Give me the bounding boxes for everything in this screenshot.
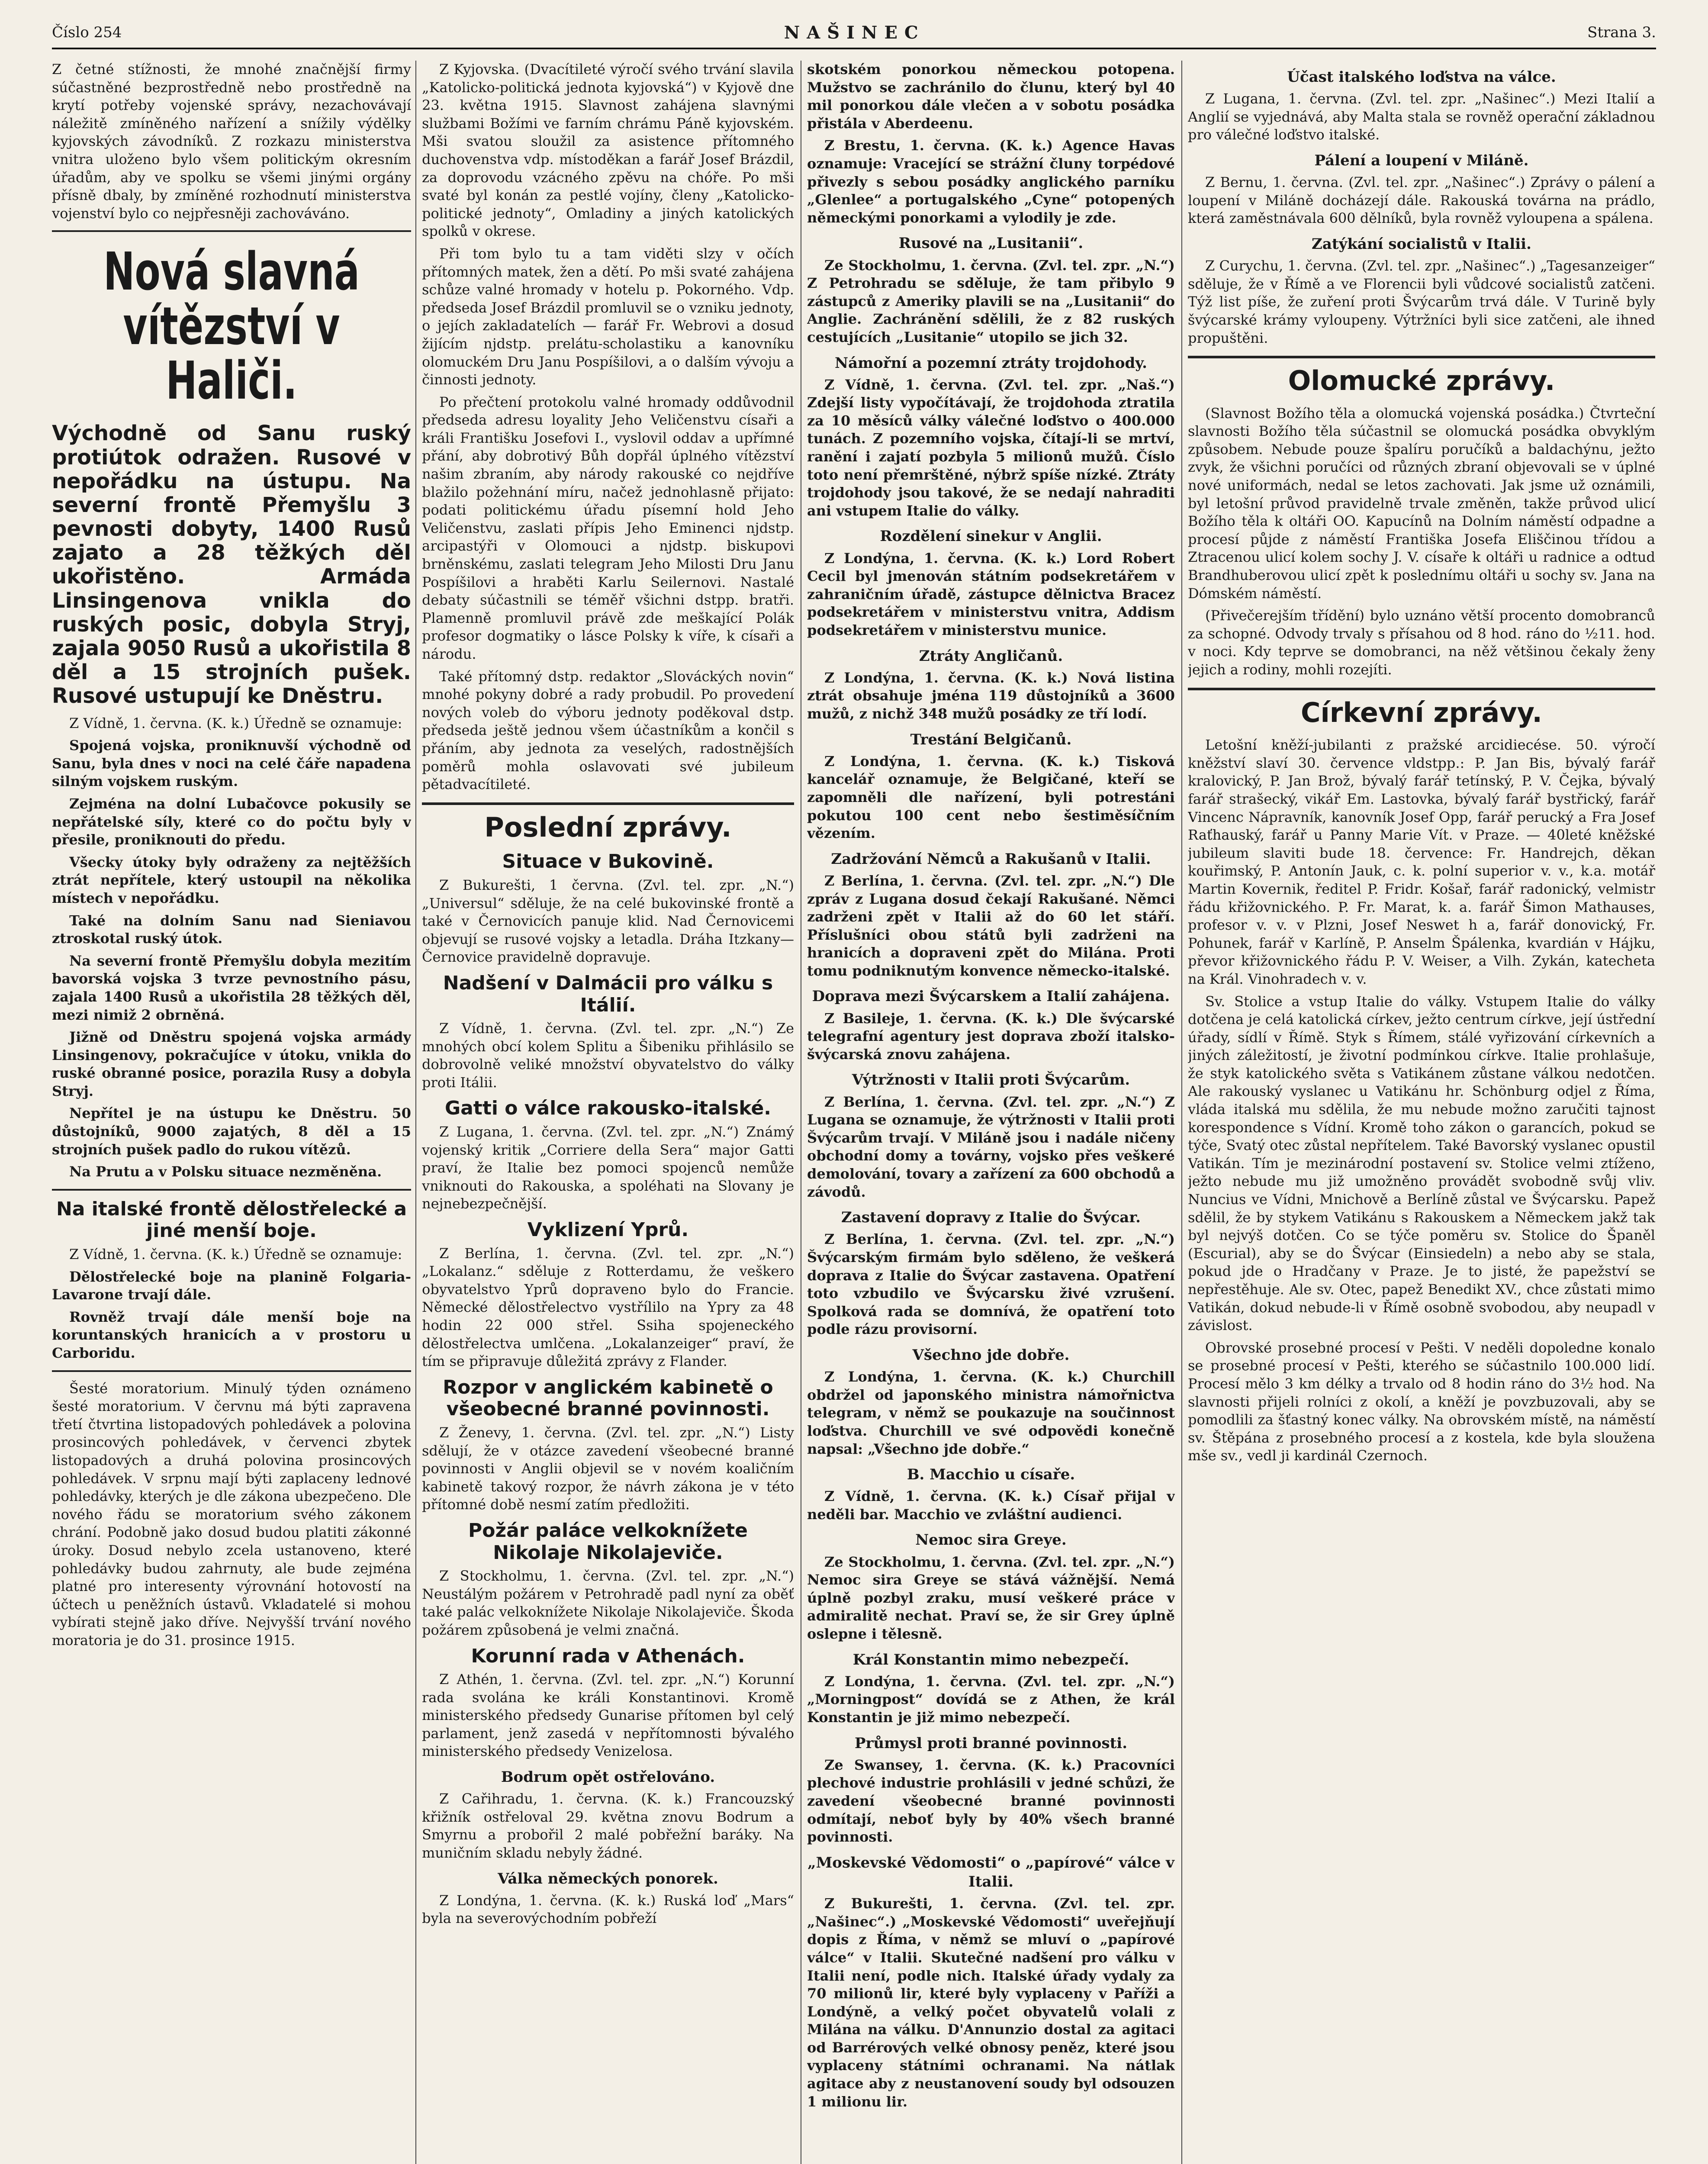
subheadline: Nadšení v Dalmácii pro válku s Itálií.	[443, 972, 773, 1016]
subheadline: Král Konstantin mimo nebezpečí.	[852, 1651, 1129, 1668]
subheadline: Bodrum opět ostřelováno.	[501, 1768, 715, 1786]
article-text: Z Berlína, 1. června. (Zvl. tel. zpr. „N.“) Dle zpráv z Lugana dosud čekají Rakušané. Němci zadrženi zpět v Italii až do 60 let stáří. Příslušníci obou států byli zadrženi na hranicích a dopraveni zpět do Milána. Proti tomu podniknutým konvence německo-italské.	[807, 872, 1175, 979]
divider	[52, 1370, 411, 1372]
article-text: Letošní kněží-jubilanti z pražské arcidiecése. 50. výročí kněžství slaví 30. července vldstpp.: P. Jan Bis, bývalý farář kralovický, P. Jan Brož, bývalý farář tetínský, P. V. Čejka, bývalý farář strašecký, vikář Em. Lastovka, bývalý farář bystřický, farář Vincenc Nápravník, kanovník Josef Opp, farář perucký a Fra Josef Raťhauský, farář u Panny Marie Vít. v Praze. — 40leté kněžské jubileum slaviti bude 18. července: Fr. Handrejch, děkan kouřimský, P. Antonín Jauk, c. k. polní superior v. v., k.a. motář Martin Kovernik, ředitel P. Fridr. Košař, farář radonický, velmistr řádu křižovnického. P. Fr. Marat, k. a. farář Šimon Mathauses, profesor v. v. v Plzni, Josef Neswet h a, farář donovický, Fr. Pohunek, farář v Karlíně, P. Anselm Špálenka, kvardián v Hájku, převor křižovnického řádu P. V. Weiser, a Vilh. Zykán, katecheta na Král. Vinohradech v. v.	[1188, 737, 1655, 987]
subheadline: Zatýkání socialistů v Italii.	[1312, 235, 1531, 253]
article-text: Z Berlína, 1. června. (Zvl. tel. zpr. „N.“) Švýcarským firmám bylo sděleno, že veškerá doprava z Italie do Švýcar zastavena. Opatření toto vzbudilo ve Švýcarsku živé vzrušení. Spolková rada se domnívá, že opatření toto podle rázu provisorní.	[807, 1231, 1175, 1338]
article-text: Z Londýna, 1. června. (K. k.) Tisková kancelář oznamuje, že Belgičané, kteří se zapomněli dle nařízení, byli potrestáni pokutou 100 cent nebo šestiměsíčním vězením.	[807, 753, 1175, 842]
subheadline: Na italské frontě dělostřelecké a jiné menší boje.	[56, 1198, 407, 1242]
subheadline: „Moskevské Vědomosti“ o „papírové“ válce v Italii.	[807, 1854, 1174, 1890]
dateline: Z Vídně, 1. června. (K. k.) Úředně se oznamuje:	[69, 1246, 402, 1263]
article-text: Při tom bylo tu a tam viděti slzy v očích přítomných matek, žen a dětí. Po mši svaté zahájena schůze valné hromady v hotelu p. Pokorného. Vdp. předseda Josef Brázdil promluvil se o vzniku jednoty, o jejích zakladatelích — farář Fr. Webrovi a dosud žijícím njdstp. prelátu-scholastiku a kanovníku olomuckém Dru Janu Pospíšilovi, a o dalším vývoju a činnosti jednoty.	[422, 245, 794, 388]
subheadline: Gatti o válce rakousko-italské.	[444, 1097, 771, 1120]
article-text: Z Berlína, 1. června. (Zvl. tel. zpr. „N.“) Z Lugana se oznamuje, že výtržnosti v Italii proti Švýcarům trvají. V Miláně jsou i nadále ničeny obchodní domy a továrny, vojsko přes veškeré demolování, tovary a zařízení za 600 obchodů a závodů.	[807, 1093, 1175, 1200]
subheadline: Rozdělení sinekur v Anglii.	[880, 528, 1102, 545]
article-text: Zejména na dolní Lubačovce pokusily se nepřátelské síly, které co do počtu byly v přesile, proniknouti do předu.	[52, 795, 411, 848]
article-text: Z Curychu, 1. června. (Zvl. tel. zpr. „Našinec“.) „Tagesanzeiger“ sděluje, že v Římě a ve Florencii byli vůdcové socialistů zatčeni. Týž list píše, že zuření proti Švýcarům trvá dále. V Turině byly švýcarské krámy vyloupeny. Výtržníci byli sice zatčeni, ale ihned propuštěni.	[1188, 258, 1655, 346]
article-text: Z Cařihradu, 1. června. (K. k.) Francouzský křižník ostřeloval 29. května znovu Bodrum a Smyrnu a probořil 2 malé pobřežní baráky. Na muničním skladu nebyly žádné.	[422, 1790, 794, 1861]
column-3	[807, 61, 1175, 2164]
column-2	[422, 61, 794, 2164]
article-text: Z Lugana, 1. června. (Zvl. tel. zpr. „Našinec“.) Mezi Italií a Anglií se vyjednává, aby Malta stala se rovněž operační základnou pro válečné loďstvo italské.	[1188, 90, 1655, 143]
subheadline: Požár paláce velkoknížete Nikolaje Nikolajeviče.	[468, 1519, 748, 1564]
article-text: Také přítomný dstp. redaktor „Slováckých novin“ mnohé pokyny dobré a rady probudil. Po provedení nových voleb do výboru jednoty poděkoval dstp. předseda ještě jednou všem účastníkům a končil s přáním, aby jednota za veselých, radostnějších poměrů mohla oslavovati své jubileum pětadvacítileté.	[422, 668, 794, 793]
article-text: Dělostřelecké boje na planině Folgaria-Lavarone trvají dále.	[52, 1268, 411, 1303]
article-text: Z Basileje, 1. června. (K. k.) Dle švýcarské telegrafní agentury jest doprava zboží italsko-švýcarská znovu zahájena.	[807, 1010, 1175, 1063]
subheadline: Vyklizení Yprů.	[527, 1219, 689, 1241]
divider	[52, 1189, 411, 1191]
article-text: Z Ženevy, 1. června. (Zvl. tel. zpr. „N.“) Listy sdělují, že v otázce zavedení všeobecné branné povinnosti v Anglii objevil se v novém koaličním kabinetě takový rozpor, že návrh zákona je v této přítomné době nesmí zatím předložiti.	[422, 1424, 794, 1513]
article-text: Z Athén, 1. června. (Zvl. tel. zpr. „N.“) Korunní rada svolána ke králi Konstantinovi. Kromě ministerského předsedy Gunarise přítomen byl celý parlament, jenž zasedá v nepřítomnosti bývalého ministerského předsedy Venizelosa.	[422, 1671, 794, 1760]
issue-number: Číslo 254	[52, 24, 122, 41]
subheadline: Námořní a pozemní ztráty trojdohody.	[834, 354, 1148, 372]
article-text: Z Bernu, 1. června. (Zvl. tel. zpr. „Našinec“.) Zprávy o pálení a loupení v Miláně docházejí dále. Rakouská továrna na prádlo, která zaměstnávala 600 dělníků, byla rovněž vyloupena a spálena.	[1188, 174, 1655, 227]
subheadline: Pálení a loupení v Miláně.	[1314, 151, 1529, 169]
section-heading: Církevní zprávy.	[1188, 688, 1655, 731]
article-text: Ze Stockholmu, 1. června. (Zvl. tel. zpr. „N.“) Z Petrohradu se sděluje, že tam přibylo 9 zástupců z Ameriky plavili se na „Lusitanii“ do Anglie. Zachránění sdělili, že z 82 ruských cestujících „Lusitanie“ utopilo se jich 32.	[807, 257, 1175, 345]
subheadline: Zadržování Němců a Rakušanů v Italii.	[831, 850, 1151, 868]
article-text: Jižně od Dněstru spojená vojska armády Linsingenovy, pokračujíce v útoku, vnikla do ruské obranné posice, porazila Rusy a dobyla Stryj.	[52, 1029, 411, 1099]
article-text: Z Berlína, 1. června. (Zvl. tel. zpr. „N.“) „Lokalanz.“ sděluje z Rotterdamu, že veškero obyvatelstvo Yprů dopraveno bylo do Francie. Německé dělostřelectvo vystřílilo na Ypry za 48 hodin 22 000 střel. Ssiha spojeneckého dělostřelectva umlčena. „Lokalanzeiger“ praví, že tím se připravuje důležitá zprávy z Flander.	[422, 1245, 794, 1370]
subheadline: Ztráty Angličanů.	[919, 647, 1063, 665]
article-text: Rovněž trvají dále menší boje na koruntanských hranicích a v prostoru u Carboridu.	[52, 1308, 411, 1361]
article-text: Šesté moratorium. Minulý týden oznámeno šesté moratorium. V červnu má býti zapravena třetí čtvrtina listopadových pohledávek a polovina prosincových pohledávek, v červenci zbytek listopadových a druhá polovina prosincových pohledávek. V srpnu mají býti zaplaceny lednové pohledávky, kterých je dle zákona ubezpečeno. Dle nového řádu se moratorium svého zákonem chrání. Podobně jako dosud budou platiti zákonné úroky. Dosud nebylo zcela ustanoveno, které pohledávky budou zahrnuty, ale bude zejména platné pro interesenty výrovnání hotovostí na účtech u peněžních ústavů. Vkladatelé si mohou vybírati stejně jako dříve. Nejvyšší trvání nového moratoria je do 31. prosince 1915.	[52, 1380, 411, 1649]
subheadline: Situace v Bukovině.	[502, 850, 714, 873]
article-text: Z Vídně, 1. června. (Zvl. tel. zpr. „Naš.“) Zdejší listy vypočítávají, že trojdohoda ztratila za 10 měsíců války válečné loďstvo o 400.000 tunách. Z pozemního vojska, čítají-li se mrtví, ranění i zajatí pozbyla 5 milionů mužů. Číslo toto není přemrštěné, nýbrž spíše nízké. Ztráty trojdohody jsou takové, že se nedají nahraditi ani vstupem Italie do války.	[807, 376, 1175, 519]
headline-lead: Východně od Sanu ruský protiútok odražen. Rusové v nepořádku na ústupu. Na severní frontě Přemyšlu 3 pevnosti dobyty, 1400 Rusů zajato a 28 těžkých děl ukořistěno. Armáda Linsingenova vnikla do ruských posic, dobyla Stryj, zajala 9050 Rusů a ukořistila 8 děl a 15 strojních pušek. Rusové ustupují ke Dněstru.	[52, 421, 411, 708]
dateline: Z Vídně, 1. června. (K. k.) Úředně se oznamuje:	[69, 715, 402, 731]
subheadline: Trestání Belgičanů.	[910, 731, 1072, 748]
article-text: Z Londýna, 1. června. (K. k.) Lord Robert Cecil byl jmenován státním podsekretářem v zahraničním úřadě, zástupce dělnictva Bracez podsekretářem v ministerstvu vnitra, Addism podsekretářem v ministerstvu munice.	[807, 550, 1175, 638]
subheadline: Rusové na „Lusitanii“.	[898, 235, 1084, 252]
article-text: Z Brestu, 1. června. (K. k.) Agence Havas oznamuje: Vracející se strážní čluny torpédové přivezly s sebou posádky anglického parníku „Glenlee“ a portugalského „Cyne“ potopených německými ponorkami a vylodily je zde.	[807, 137, 1175, 226]
page-number: Strana 3.	[1587, 24, 1656, 41]
article-text: Také na dolním Sanu nad Sieniavou ztroskotal ruský útok.	[52, 912, 411, 947]
article-text: Obrovské prosebné procesí v Pešti. V neděli dopoledne konalo se prosebné procesí v Pešti, kterého se súčastnilo 100.000 lidí. Procesí mělo 3 km délky a trvalo od 8 hodin ráno do 3½ hod. Na slavnosti přijeli rolníci z okolí, a kněží je povzbuzovali, aby se pomodlili za šťastný konec války. Na obrovském místě, na náměstí sv. Štěpána z prosebného procesí a z kostela, kde byla sloužena mše sv., vedl ji kardinál Czernoch.	[1188, 1339, 1655, 1464]
article-text: Nepřítel je na ústupu ke Dněstru. 50 důstojníků, 9000 zajatých, 8 děl a 15 strojních pušek padlo do rukou vítězů.	[52, 1105, 411, 1158]
subheadline: B. Macchio u císaře.	[907, 1466, 1075, 1484]
column-rule	[1181, 61, 1182, 2164]
column-4	[1188, 61, 1655, 2164]
article-text: Na Prutu a v Polsku situace nezměněna.	[69, 1163, 382, 1180]
section-heading: Poslední zprávy.	[422, 802, 794, 845]
section-heading: Olomucké zprávy.	[1188, 356, 1655, 399]
subheadline: Všechno jde dobře.	[912, 1346, 1070, 1364]
article-text: Na severní frontě Přemyšlu dobyla mezitím bavorská vojska 3 tvrze pevnostního pásu, zajala 1400 Rusů a ukořistila 28 těžkých děl, mezi nimiž 2 obrněná.	[52, 952, 411, 1023]
article-text: (Přivečerejším třídění) bylo uznáno větší procento domobranců za schopné. Odvody trvaly s přísahou od 8 hod. ráno do ½11. hod. v noci. Kdy teprve se domobranci, na něž většinou čekaly ženy jejich a rodiny, mohli rozejíti.	[1188, 607, 1655, 678]
column-1	[52, 61, 411, 2164]
article-text: Z Bukurešti, 1. června. (Zvl. tel. zpr. „Našinec“.) „Moskevské Vědomosti“ uveřejňují dopis z Říma, v němž se mluví o „papírové válce“ v Italii. Skutečné nadšení pro válku v Italii není, podle nich. Italské úřady vydaly za 70 milionů lir, které byly vyplaceny v Paříži a Londýně, a velký počet obyvatelů volali z Milána na válku. D'Annunzio dostal za agitaci od Barrérových velké obnosy peněz, které jsou vyplaceny státními ochranami. Na nátlak agitace aby z neustanovení soudy byl odsouzen 1 milionu lir.	[807, 1895, 1175, 2110]
article-text: Z Lugana, 1. června. (Zvl. tel. zpr. „N.“) Známý vojenský kritik „Corriere della Sera“ major Gatti praví, že Italie bez pomoci spojenců nemůže vniknouti do Rakouska, a spoléhati na Slovany je nejnebezpečnější.	[422, 1124, 794, 1212]
subheadline: Válka německých ponorek.	[498, 1870, 718, 1887]
subheadline: Doprava mezi Švýcarskem a Italií zahájena.	[812, 988, 1170, 1005]
article-text: Ze Stockholmu, 1. června. (Zvl. tel. zpr. „N.“) Nemoc sira Greye se stává vážnější. Nemá úplně pozbyl zraku, musí veškeré práce v admiralitě nechat. Praví se, že sir Grey úplně oslepne i tělesně.	[807, 1553, 1175, 1642]
subheadline: Nemoc sira Greye.	[915, 1531, 1067, 1549]
article-text: Z Londýna, 1. června. (K. k.) Churchill obdržel od japonského ministra námořnictva telegram, v němž se poukazuje na součinnost loďstva. Churchill ve své odpovědi konečně napsal: „Všechno jde dobře.“	[807, 1369, 1175, 1457]
article-text: Ze Swansey, 1. června. (K. k.) Pracovníci plechové industrie prohlásili v jedné schůzi, že zavedení všeobecné branné povinnosti odmítají, neboť byly by 40% všech branné povinnosti.	[807, 1756, 1175, 1845]
article-text: skotském ponorkou německou potopena. Mužstvo se zachránilo do člunu, který byl 40 mil ponorkou dále vlečen a v sobotu posádka přistála v Aberdeenu.	[807, 61, 1175, 132]
article-text: Z Londýna, 1. června. (Zvl. tel. zpr. „N.“) „Morningpost“ dovídá se z Athen, že král Konstantin je již mimo nebezpečí.	[807, 1673, 1175, 1726]
masthead: NAŠINEC	[784, 22, 925, 43]
subheadline: Průmysl proti branné povinnosti.	[854, 1734, 1128, 1752]
subheadline: Výtržnosti v Italii proti Švýcarům.	[852, 1071, 1130, 1089]
article-text: Z Londýna, 1. června. (K. k.) Ruská loď „Mars“ byla na severovýchodním pobřeží	[422, 1892, 794, 1927]
subheadline: Korunní rada v Athenách.	[471, 1645, 745, 1667]
article-text: Všecky útoky byly odraženy za nejtěžších ztrát nepřítele, který ustoupil na několika místech v nepořádku.	[52, 853, 411, 906]
article-text: Z Vídně, 1. června. (Zvl. tel. zpr. „N.“) Ze mnohých obcí kolem Splitu a Šibeniku přihlásilo se dobrovolně veliké množství obyvatelstvo do války proti Itálii.	[422, 1020, 794, 1091]
article-text: Z Londýna, 1. června. (K. k.) Nová listina ztrát obsahuje jména 119 důstojníků a 3600 mužů, z nichž 348 mužů posádky ze tří lodí.	[807, 669, 1175, 722]
article-text: Z četné stížnosti, že mnohé značnější firmy súčastněné bezprostředně nebo prostředně na krytí potřeby vojenské správy, nezachovávají náležitě zmíněného nařízení a snížily výdělky kyjovských závodníků. Z rozkazu ministerstva vnitra uloženo bylo všem politickým okresním úřadům, aby ve spolku se všemi jinými orgány přísně dbaly, by zmíněné rozhodnutí ministerstva vojenství bylo co nejpřesněji zachováváno.	[52, 61, 411, 222]
article-text: Z Vídně, 1. června. (K. k.) Císař přijal v neděli bar. Macchio ve zvláštní audienci.	[807, 1488, 1175, 1523]
article-text: Z Bukurešti, 1 června. (Zvl. tel. zpr. „N.“) „Universul“ sděluje, že na celé bukovinské frontě a také v Černovicích panuje klid. Nad Černovicemi objevují se rusové vojsky a letadla. Dráha Itzkany—Černovice pravidelně dopravuje.	[422, 876, 794, 966]
divider	[52, 230, 411, 232]
subheadline: Účast italského loďstva na válce.	[1287, 68, 1556, 86]
article-text: Z Stockholmu, 1. června. (Zvl. tel. zpr. „N.“) Neustálým požárem v Petrohradě padl nyní za oběť také palác velkoknížete Nikolaje Nikolajeviče. Škoda požárem způsobená je velmi značná.	[422, 1568, 794, 1638]
running-header	[52, 17, 1656, 49]
article-text: (Slavnost Božího těla a olomucká vojenská posádka.) Čtvrteční slavnosti Božího těla súčastnil se olomucká posádka obvyklým způsobem. Nebude pouze špalíru poručíků a baldachýnu, ježto zvyk, že všichni poručíci od různých zbraní objevovali se v úplné nové uniformách, nedal se letos zachovati. Jak jsme už oznámili, byl letošní průvod pravidelně trvale změněn, takže průvod ulicí Božího těla k oltáři OO. Kapucínů na Dolním náměstí odpadne a procesí půjde z náměstí Františka Josefa Eliščinou třídou a Ztracenou ulicí kolem sochy J. V. císaře k oltáři u radnice a odtud Brandhuberovou ulicí zpět k poslednímu oltáři u sochy sv. Jana na Dómském náměstí.	[1188, 405, 1655, 602]
subheadline: Rozpor v anglickém kabinetě o všeobecné branné povinnosti.	[443, 1376, 773, 1420]
article-text: Sv. Stolice a vstup Italie do války. Vstupem Italie do války dotčena je celá katolická církev, ježto centrum církve, její ústřední úřady, sídlí v Římě. Styk s Římem, stálé vyřizování církevních a jiných záležitostí, je životní podmínkou církve. Italie prohlašuje, že styk katolického světa s Vatikánem zůstane válkou nedotčen. Ale rakouský vyslanec u Vatikánu hr. Schönburg odjel z Říma, vláda italská mu sdělila, že mu nebude možno zaručiti tajnost korespondence s Vídní. Kromě toho zákon o garancích, pokud se týče, Svatý otec zůstal nepřítelem. Také Bavorský vyslanec opustil Vatikán. Tím je mezinárodní postavení sv. Stolice velmi ztíženo, ježto nebude mu již umožněno provádět svobodně svůj vliv. Nuncius ve Vídni, Mnichově a Berlíně zůstal ve Švýcarsku. Papež sdělil, že by stykem Vatikánu s Rakouskem a Německem jakž tak byl nejvýš dotčen. Co se týče poměru sv. Stolice do Španěl (Escurial), aby se do Švýcar (Einsiedeln) a nebo aby se stala, pokud jde o Hradčany v Praze. Je to jisté, že papežství se nepřestěhuje. Ale sv. Otec, papež Benedikt XV., chce zůstati mimo Vatikán, dokud nebude-li v Římě osobně svobodou, aby neupadl v závislost.	[1188, 993, 1655, 1334]
article-text: Po přečtení protokolu valné hromady oddůvodnil předseda adresu loyality Jeho Veličenstvu císaři a králi Františku Josefovi I., vyslovil oddav a upřímné přání, aby dobrotivý Bůh dopřál úplného vítězství našim zbraním, aby národy rakouské co nejdříve blažilo požehnání míru, načež jednohlasně přijato: podati politickému úřadu písemní hold Jeho Veličenstvu, zaslati přípis Jeho Eminenci njdstp. arcipastýři v Olomouci a njdstp. biskupovi brněnskému, zaslati telegram Jeho Milosti Dru Janu Pospíšilovi a hraběti Karlu Seilernovi. Nastalé debaty súčastnili se téměř všichni dstpp. bratři. Plamenně promluvil právě zde meškající Polák profesor dogmatiky o lásce Polsky k víře, k císaři a národu.	[422, 393, 794, 662]
article-text: Spojená vojska, proniknuvší východně od Sanu, byla dnes v noci na celé čáře napadena silným vojskem ruským.	[52, 737, 411, 790]
main-headline: Nová slavná vítězství v Haliči.	[103, 242, 360, 412]
column-rule	[415, 61, 416, 2164]
subheadline: Zastavení dopravy z Italie do Švýcar.	[841, 1209, 1141, 1227]
article-text: Z Kyjovska. (Dvacítileté výročí svého trvání slavila „Katolicko-politická jednota kyjovská“) v Kyjově dne 23. května 1915. Slavnost zahájena slavnými službami Božími ve farním chrámu Páně kyjovském. Mši svatou sloužil za asistence přítomného duchovenstva vdp. místoděkan a farář Josef Brázdil, za doprovodu vzácného zpěvu na chóře. Po mši svaté byl konán za pestlé vojíny, členy „Katolicko-politické jednoty“, Omladiny a jiných katolických spolků v okrese.	[422, 61, 794, 240]
